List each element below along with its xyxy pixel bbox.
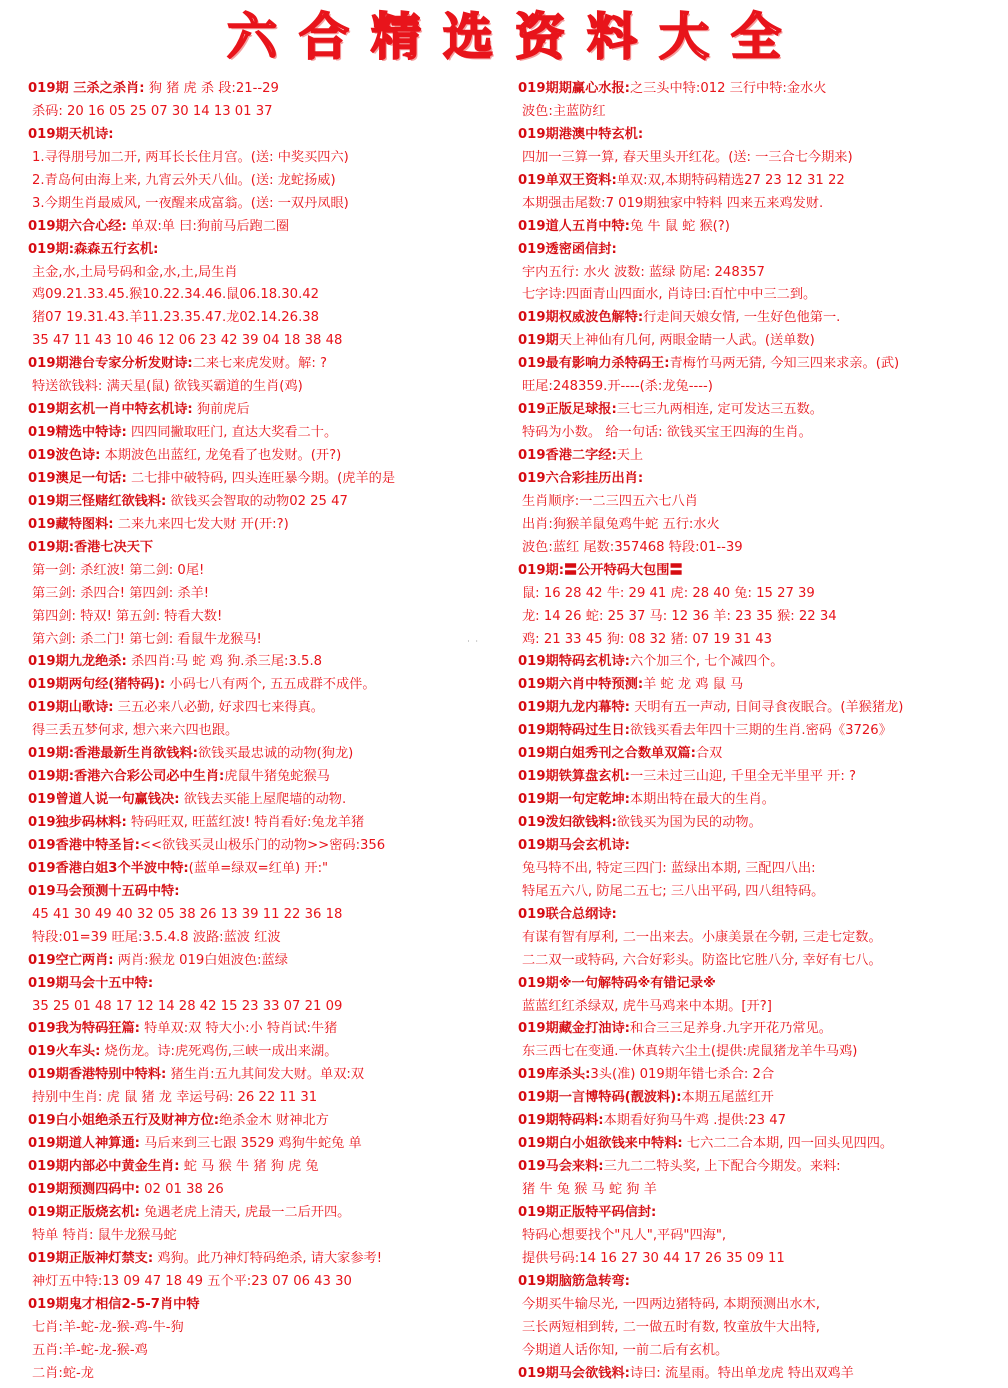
line-heading: 019期权威波色解特: xyxy=(518,310,644,326)
line-text: 烧伤龙。诗:虎死鸡伤,三峡一成出来湖。 xyxy=(100,1044,338,1060)
info-line xyxy=(28,835,498,858)
line-text: 猪生肖:五九其间发大财。单双:双 xyxy=(166,1067,365,1083)
line-text: 得三丢五梦何求, 想六来六四也跟。 xyxy=(32,723,239,739)
line-text: 鸡09.21.33.45.猴10.22.34.46.鼠06.18.30.42 xyxy=(32,287,320,303)
info-subline xyxy=(518,537,1004,560)
info-line xyxy=(28,445,498,468)
line-text: 第三剑: 杀四合! 第四剑: 杀羊! xyxy=(32,585,210,601)
line-text: 2.青岛何由海上来, 九宵云外天八仙。(送: 龙蛇扬威) xyxy=(32,172,336,188)
info-subline xyxy=(518,996,1004,1019)
line-text: 七字诗:四面青山四面水, 肖诗曰:百忙中中三二到。 xyxy=(522,287,817,303)
line-heading: 019库杀头: xyxy=(518,1067,591,1083)
info-subline xyxy=(518,262,1004,285)
info-subline xyxy=(518,1317,1004,1340)
line-heading: 019期※一句解特码※有错记录※ xyxy=(518,975,716,991)
info-line xyxy=(28,399,498,422)
line-text: 单双:双,本期特码精选27 23 12 31 22 xyxy=(616,172,845,188)
info-subline xyxy=(518,950,1004,973)
title-char: 六 xyxy=(227,8,277,66)
line-heading: 019曾道人说一句赢钱决: xyxy=(28,792,180,808)
info-subline xyxy=(518,193,1004,216)
line-text: 诗曰: 流星雨。特出单龙虎 特出双鸡羊 xyxy=(629,1365,854,1381)
info-subline xyxy=(28,560,498,583)
line-text: 行走间天娘女情, 一生好色他第一. xyxy=(643,310,841,326)
line-heading: 019藏特图料: xyxy=(28,516,114,532)
info-line xyxy=(28,881,498,904)
line-text: <<欲钱买灵山极乐门的动物>>密码:356 xyxy=(139,837,386,853)
line-text: 东三西七在变通.一休真转六尘土(提供:虎鼠猪龙羊牛马鸡) xyxy=(522,1044,858,1060)
info-line xyxy=(28,1202,498,1225)
line-heading: 019期:香港七决天下 xyxy=(28,539,154,555)
line-text: 狗 猪 虎 杀 段:21--29 xyxy=(144,81,279,96)
info-line xyxy=(518,1202,1004,1225)
line-heading: 019期:〓公开特码大包围〓 xyxy=(518,562,683,578)
line-text: 羊 蛇 龙 鸡 鼠 马 xyxy=(643,677,744,693)
info-line xyxy=(518,399,1004,422)
line-text: 波色:主蓝防红 xyxy=(522,103,606,119)
line-text: 第一剑: 杀红波! 第二剑: 0尾! xyxy=(32,562,205,578)
info-subline xyxy=(28,1087,498,1110)
line-text: 02 01 38 26 xyxy=(139,1182,224,1197)
line-heading: 019期特码玄机诗: xyxy=(518,654,630,670)
line-heading: 019期正版烧玄机: xyxy=(28,1204,140,1220)
line-text: 杀码: 20 16 05 25 07 30 14 13 01 37 xyxy=(32,103,273,119)
line-text: 提供号码:14 16 27 30 44 17 26 35 09 11 xyxy=(522,1250,785,1266)
info-line xyxy=(518,170,1004,193)
info-line xyxy=(28,491,498,514)
info-subline xyxy=(518,491,1004,514)
info-line xyxy=(28,514,498,537)
line-text: 七肖:羊-蛇-龙-猴-鸡-牛-狗 xyxy=(32,1319,184,1335)
line-heading: 019期香港特别中特料: xyxy=(28,1067,167,1083)
info-line xyxy=(28,858,498,881)
info-subline xyxy=(28,606,498,629)
line-heading: 019期预测四码中: xyxy=(28,1182,140,1197)
line-text: 鼠: 16 28 42 牛: 29 41 虎: 28 40 兔: 15 27 39 xyxy=(522,585,815,601)
info-subline xyxy=(518,1340,1004,1363)
info-subline xyxy=(28,262,498,285)
line-heading: 019期港澳中特玄机: xyxy=(518,126,644,142)
info-subline xyxy=(518,583,1004,606)
line-heading: 019期马会欲钱料: xyxy=(518,1365,630,1381)
line-heading: 019期马会玄机诗: xyxy=(518,837,630,853)
line-text: 欲钱买最忠诚的动物(狗龙) xyxy=(197,746,354,762)
line-text: 本期强击尾数:7 019期独家中特料 四来五来鸡发财. xyxy=(522,195,824,211)
info-line xyxy=(518,720,1004,743)
line-heading: 019期港台专家分析发财诗: xyxy=(28,356,193,372)
info-line xyxy=(518,560,1004,583)
line-heading: 019期内部必中黄金生肖: xyxy=(28,1159,180,1175)
line-text: 第四剑: 特双! 第五剑: 特看大数! xyxy=(32,608,223,624)
line-text: 狗前虎后 xyxy=(192,402,250,418)
info-line xyxy=(518,353,1004,376)
info-line xyxy=(518,674,1004,697)
info-subline xyxy=(28,284,498,307)
info-line xyxy=(28,1156,498,1179)
line-heading: 019香港中特圣旨: xyxy=(28,837,140,853)
line-text: 二来七来虎发财。解: ? xyxy=(192,356,328,372)
line-heading: 019期:森森五行玄机: xyxy=(28,241,159,257)
info-line xyxy=(518,697,1004,720)
line-text: 小码七八有两个, 五五成群不成伴。 xyxy=(165,677,376,693)
line-text: 天上 xyxy=(616,448,644,463)
info-subline xyxy=(28,1363,498,1386)
info-line xyxy=(518,78,1004,101)
line-text: 主金,水,土局号码和金,水,土,局生肖 xyxy=(32,264,238,280)
info-line xyxy=(28,1110,498,1133)
info-subline xyxy=(28,1317,498,1340)
info-subline xyxy=(28,583,498,606)
line-text: 七六二二合本期, 四一回头见四四。 xyxy=(682,1136,894,1152)
line-heading: 019期铁算盘玄机: xyxy=(518,769,630,785)
line-heading: 019期鬼才相信2-5-7肖中特 xyxy=(28,1296,200,1312)
title-char: 资 xyxy=(515,8,565,66)
line-text: 马后来到三七跟 3529 鸡狗牛蛇兔 单 xyxy=(139,1136,362,1152)
info-line xyxy=(28,1294,498,1317)
line-text: 旺尾:248359.开----(杀:龙兔----) xyxy=(522,379,713,395)
line-text: 四四同撇取旺门, 直达大奖看二十。 xyxy=(126,425,338,441)
line-heading: 019期山歌诗: xyxy=(28,700,114,716)
info-line xyxy=(518,1087,1004,1110)
left-column xyxy=(28,78,498,1385)
line-text: 特送欲钱料: 满天星(鼠) 欲钱买霸道的生肖(鸡) xyxy=(32,379,303,395)
info-line xyxy=(28,766,498,789)
line-heading: 019期两句经(猪特码): xyxy=(28,677,166,693)
info-subline xyxy=(28,1340,498,1363)
info-line xyxy=(518,1271,1004,1294)
info-line xyxy=(518,330,1004,353)
info-subline xyxy=(28,147,498,170)
line-text: 45 41 30 49 40 32 05 38 26 13 39 11 22 36 18 xyxy=(32,906,343,922)
line-text: 特码为小数。 给一句话: 欲钱买宝王四海的生肖。 xyxy=(522,425,812,441)
line-text: 两肖:猴龙 019白姐波色:蓝绿 xyxy=(113,952,288,968)
info-subline xyxy=(28,904,498,927)
line-heading: 019泼妇欲钱料: xyxy=(518,815,617,830)
info-line xyxy=(518,766,1004,789)
line-heading: 019我为特码狂篇: xyxy=(28,1021,140,1037)
decorative-dots: ˙ ˙ xyxy=(466,640,480,651)
line-heading: 019期六肖中特预测: xyxy=(518,677,644,693)
line-heading: 019期玄机一肖中特玄机诗: xyxy=(28,402,193,418)
info-line xyxy=(518,812,1004,835)
line-heading: 019白小姐绝杀五行及财神方位: xyxy=(28,1113,220,1129)
info-line xyxy=(518,239,1004,262)
line-text: 三七三九两相连, 定可发达三五数。 xyxy=(616,402,823,418)
line-text: 蛇 马 猴 牛 猪 狗 虎 兔 xyxy=(179,1159,319,1175)
info-subline xyxy=(518,422,1004,445)
info-line xyxy=(518,445,1004,468)
line-text: 二来九来四七发大财 开(开:?) xyxy=(113,516,289,532)
info-subline xyxy=(518,629,1004,652)
line-heading: 019正版足球报: xyxy=(518,402,617,418)
line-heading: 019联合总纲诗: xyxy=(518,906,617,922)
line-heading: 019期 三杀之杀肖: xyxy=(28,81,145,96)
info-subline xyxy=(518,1294,1004,1317)
line-heading: 019期 xyxy=(518,333,559,349)
line-text: 天上神仙有几何, 两眼金睛一人武。(送单数) xyxy=(558,333,815,349)
line-heading: 019透密函信封: xyxy=(518,241,617,257)
info-line xyxy=(518,1064,1004,1087)
title-char: 选 xyxy=(443,8,493,66)
line-heading: 019期马会十五中特: xyxy=(28,975,154,991)
line-heading: 019香港二字经: xyxy=(518,448,617,463)
info-subline xyxy=(28,1271,498,1294)
info-subline xyxy=(518,858,1004,881)
line-text: 二肖:蛇-龙 xyxy=(32,1365,94,1381)
info-subline xyxy=(518,606,1004,629)
info-line xyxy=(518,904,1004,927)
info-line xyxy=(518,789,1004,812)
info-subline xyxy=(518,881,1004,904)
line-text: 宇内五行: 水火 波数: 蓝绿 防尾: 248357 xyxy=(522,264,765,280)
info-subline xyxy=(28,629,498,652)
line-text: 五肖:羊-蛇-龙-猴-鸡 xyxy=(32,1342,148,1358)
line-text: 本期波色出蓝红, 龙兔看了也发财。(开?) xyxy=(100,448,342,463)
info-subline xyxy=(518,284,1004,307)
line-text: 蓝蓝红红杀绿双, 虎牛马鸡来中本期。[开?] xyxy=(522,998,772,1014)
line-heading: 019马会预测十五码中特: xyxy=(28,883,180,899)
line-text: 兔遇老虎上清天, 虎最一二后开四。 xyxy=(139,1204,351,1220)
line-heading: 019期一言博特码(靓波料): xyxy=(518,1090,682,1106)
line-text: 本期五尾蓝红开 xyxy=(681,1090,774,1106)
info-line xyxy=(518,1110,1004,1133)
info-line xyxy=(28,1064,498,1087)
line-text: 持别中生肖: 虎 鼠 猪 龙 幸运号码: 26 22 11 31 xyxy=(32,1090,318,1106)
line-text: 二七排中破特码, 四头连旺暴今期。(虎羊的是 xyxy=(126,470,396,486)
line-text: 欲钱买为国为民的动物。 xyxy=(616,815,762,830)
line-heading: 019火车头: xyxy=(28,1044,101,1060)
line-text: 本期看好狗马牛鸡 .提供:23 47 xyxy=(603,1113,787,1129)
line-heading: 019期藏金打油诗: xyxy=(518,1021,630,1037)
info-subline xyxy=(518,514,1004,537)
line-heading: 019期一句定乾坤: xyxy=(518,792,630,808)
line-heading: 019期:香港最新生肖欲钱料: xyxy=(28,746,198,762)
line-text: 鸡: 21 33 45 狗: 08 32 猪: 07 19 31 43 xyxy=(522,631,773,647)
line-text: 特单双:双 特大小:小 特肖试:牛猪 xyxy=(139,1021,338,1037)
info-line xyxy=(28,697,498,720)
info-line xyxy=(28,124,498,147)
line-text: 合双 xyxy=(695,746,723,762)
info-line xyxy=(518,1133,1004,1156)
info-subline xyxy=(28,720,498,743)
line-text: 青梅竹马两无猜, 今知三四来求亲。(武) xyxy=(669,356,900,372)
line-text: 欲钱去买能上屋爬墙的动物. xyxy=(179,792,347,808)
info-subline xyxy=(518,101,1004,124)
line-heading: 019澳足一句话: xyxy=(28,470,127,486)
line-text: 出肖:狗猴羊鼠兔鸡牛蛇 五行:水火 xyxy=(522,516,720,532)
info-line xyxy=(28,743,498,766)
info-line xyxy=(28,422,498,445)
line-heading: 019期正版神灯禁支: xyxy=(28,1250,154,1266)
line-text: 特单 特肖: 鼠牛龙猴马蛇 xyxy=(32,1227,177,1243)
info-line xyxy=(518,1363,1004,1386)
info-line xyxy=(518,651,1004,674)
line-text: 三五必来八必勤, 好求四七来得真。 xyxy=(113,700,324,716)
info-line xyxy=(518,743,1004,766)
line-heading: 019期期赢心水报: xyxy=(518,81,630,96)
info-line xyxy=(28,674,498,697)
line-heading: 019马会来料: xyxy=(518,1159,604,1175)
info-subline xyxy=(28,927,498,950)
info-subline xyxy=(28,193,498,216)
line-text: 之三头中特:012 三行中特:金水火 xyxy=(629,81,827,96)
info-line xyxy=(28,1133,498,1156)
line-text: 兔马特不出, 特定三四门: 蓝绿出本期, 三配四八出: xyxy=(522,860,816,876)
line-text: 波色:蓝红 尾数:357468 特段:01--39 xyxy=(522,539,743,555)
line-heading: 019期白小姐欲钱来中特料: xyxy=(518,1136,683,1152)
line-text: 特码心想要找个"凡人",平码"四海", xyxy=(522,1227,727,1243)
line-text: 六个加三个, 七个减四个。 xyxy=(629,654,784,670)
line-text: 1.寻得朋号加二开, 两耳长长住月宫。(送: 中奖买四六) xyxy=(32,149,349,165)
info-line xyxy=(28,651,498,674)
line-text: 本期出特在最大的生肖。 xyxy=(629,792,775,808)
info-line xyxy=(28,239,498,262)
info-line xyxy=(28,812,498,835)
line-heading: 019期特码过生日: xyxy=(518,723,630,739)
line-heading: 019道人五肖中特: xyxy=(518,218,630,234)
title-char: 大 xyxy=(659,8,709,66)
line-heading: 019单双王资料: xyxy=(518,172,617,188)
right-column xyxy=(518,78,1004,1385)
title-char: 精 xyxy=(371,8,421,66)
line-text: 生肖顺序:一二三四五六七八肖 xyxy=(522,493,698,509)
line-heading: 019期道人神算通: xyxy=(28,1136,140,1152)
info-subline xyxy=(518,147,1004,170)
info-subline xyxy=(28,996,498,1019)
line-text: 今期道人话你知, 一前二后有玄机。 xyxy=(522,1342,729,1358)
line-heading: 019六合彩挂历出肖: xyxy=(518,470,644,486)
info-line xyxy=(28,78,498,101)
line-text: 35 25 01 48 17 12 14 28 42 15 23 33 07 21 09 xyxy=(32,998,343,1014)
info-line xyxy=(28,950,498,973)
line-text: 特尾五六八, 防尾二五七; 三八出平码, 四八组特码。 xyxy=(522,883,825,899)
info-line xyxy=(28,1248,498,1271)
line-text: 龙: 14 26 蛇: 25 37 马: 12 36 羊: 23 35 猴: 22 34 xyxy=(522,608,837,624)
info-line xyxy=(28,973,498,996)
line-heading: 019精选中特诗: xyxy=(28,425,127,441)
info-subline xyxy=(518,1041,1004,1064)
line-text: 兔 牛 鼠 蛇 猴(?) xyxy=(629,218,730,234)
line-heading: 019期脑筋急转弯: xyxy=(518,1273,630,1289)
line-heading: 019最有影响力杀特码王: xyxy=(518,356,670,372)
line-text: 欲钱买看去年四十三期的生肖.密码《3726》 xyxy=(629,723,892,739)
info-line xyxy=(28,468,498,491)
info-line xyxy=(28,1179,498,1202)
info-subline xyxy=(518,1179,1004,1202)
line-text: 有谋有智有厚利, 二一出来去。小康美景在今朝, 三走七定数。 xyxy=(522,929,882,945)
line-heading: 019期正版特平码信封: xyxy=(518,1204,657,1220)
info-subline xyxy=(28,307,498,330)
line-heading: 019期三怪赌红欲钱料: xyxy=(28,493,167,509)
title-char: 全 xyxy=(731,8,781,66)
info-subline xyxy=(518,927,1004,950)
line-heading: 019空亡两肖: xyxy=(28,952,114,968)
info-line xyxy=(518,307,1004,330)
line-heading: 019期:香港六合彩公司必中生肖: xyxy=(28,769,225,785)
line-text: 杀四肖:马 蛇 鸡 狗.杀三尾:3.5.8 xyxy=(126,654,323,670)
info-subline xyxy=(518,1225,1004,1248)
line-heading: 019独步码林料: xyxy=(28,815,127,830)
info-subline xyxy=(28,330,498,353)
line-text: 35 47 11 43 10 46 12 06 23 42 39 04 18 38 48 xyxy=(32,333,343,349)
line-heading: 019期天机诗: xyxy=(28,126,114,142)
info-subline xyxy=(28,1225,498,1248)
line-text: 三长两短相到转, 二一做五时有数, 牧童放牛大出特, xyxy=(522,1319,820,1335)
line-heading: 019期六合心经: xyxy=(28,218,127,234)
line-text: 猪07 19.31.43.羊11.23.35.47.龙02.14.26.38 xyxy=(32,310,320,326)
info-subline xyxy=(28,170,498,193)
info-line xyxy=(518,973,1004,996)
page-title xyxy=(0,4,1008,70)
info-line xyxy=(28,789,498,812)
info-line xyxy=(518,216,1004,239)
line-text: 欲钱买会智取的动物02 25 47 xyxy=(166,493,348,509)
line-heading: 019期白姐秀刊之合数单双篇: xyxy=(518,746,696,762)
info-subline xyxy=(518,1248,1004,1271)
line-text: 绝杀金木 财神北方 xyxy=(219,1113,329,1129)
line-text: 三九二二特头奖, 上下配合今期发。来料: xyxy=(603,1159,841,1175)
info-line xyxy=(518,1156,1004,1179)
title-char: 合 xyxy=(299,8,349,66)
line-text: 猪 牛 兔 猴 马 蛇 狗 羊 xyxy=(522,1182,657,1197)
line-text: 今期买牛输尽光, 一四两边猪特码, 本期预测出水木, xyxy=(522,1296,820,1312)
line-text: 和合三三足养身.九字开花乃常见。 xyxy=(629,1021,832,1037)
info-line xyxy=(518,835,1004,858)
info-line xyxy=(28,537,498,560)
line-text: 二二双一或特码, 六合好彩头。防盗比它胜八分, 幸好有七八。 xyxy=(522,952,882,968)
line-text: 3头(准) 019期年错七杀合: 2合 xyxy=(590,1067,775,1083)
line-text: 虎鼠牛猪兔蛇猴马 xyxy=(224,769,330,785)
line-heading: 019期特码料: xyxy=(518,1113,604,1129)
line-heading: 019期九龙内幕特: xyxy=(518,700,630,716)
line-text: 一三未过三山迎, 千里全无半里平 开: ? xyxy=(629,769,856,785)
info-line xyxy=(28,353,498,376)
line-text: (蓝单=绿双=红单) 开:" xyxy=(188,860,329,876)
line-heading: 019波色诗: xyxy=(28,448,101,463)
line-text: 天明有五一声动, 日间寻食夜眠合。(羊猴猪龙) xyxy=(629,700,904,716)
line-text: 单双:单 曰:狗前马后跑二圈 xyxy=(126,218,290,234)
line-text: 特码旺双, 旺蓝红波! 特肖看好:兔龙羊猪 xyxy=(126,815,365,830)
line-heading: 019香港白姐3个半波中特: xyxy=(28,860,189,876)
info-line xyxy=(518,124,1004,147)
info-line xyxy=(28,216,498,239)
line-text: 四加一三算一算, 春天里头开红花。(送: 一三合七今期来) xyxy=(522,149,853,165)
title-char: 料 xyxy=(587,8,637,66)
info-subline xyxy=(28,376,498,399)
line-text: 第六剑: 杀二门! 第七剑: 看鼠牛龙猴马! xyxy=(32,631,262,647)
info-subline xyxy=(28,101,498,124)
info-subline xyxy=(518,376,1004,399)
line-text: 鸡狗。此乃神灯特码绝杀, 请大家参考! xyxy=(153,1250,382,1266)
line-heading: 019期九龙绝杀: xyxy=(28,654,127,670)
line-text: 特段:01=39 旺尾:3.5.4.8 波路:蓝波 红波 xyxy=(32,929,281,945)
line-text: 3.今期生肖最威风, 一夜醒来成富翁。(送: 一双丹凤眼) xyxy=(32,195,349,211)
line-text: 神灯五中特:13 09 47 18 49 五个平:23 07 06 43 30 xyxy=(32,1273,352,1289)
info-line xyxy=(518,1018,1004,1041)
info-line xyxy=(518,468,1004,491)
info-line xyxy=(28,1041,498,1064)
info-line xyxy=(28,1018,498,1041)
